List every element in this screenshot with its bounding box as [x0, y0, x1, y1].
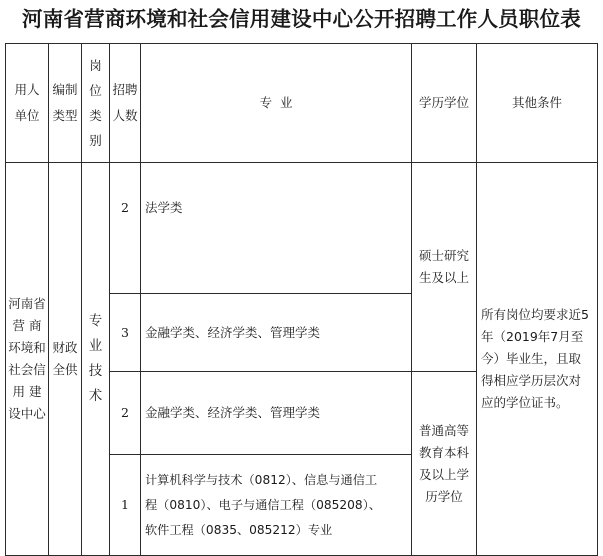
headcount-cell: 2 — [110, 163, 141, 294]
major-cell: 金融学类、经济学类、管理学类 — [141, 372, 412, 455]
degree-cell: 硕士研究 生及以上 — [412, 163, 477, 372]
header-position-type: 岗 位 类 别 — [82, 44, 110, 163]
header-major: 专 业 — [141, 44, 412, 163]
header-staff-type: 编制 类型 — [49, 44, 82, 163]
header-headcount: 招聘 人数 — [110, 44, 141, 163]
staff-type-cell: 财政 全供 — [49, 163, 82, 556]
position-type-cell: 专 业 技 术 — [82, 163, 110, 556]
header-degree: 学历学位 — [412, 44, 477, 163]
headcount-cell: 3 — [110, 294, 141, 372]
page-title: 河南省营商环境和社会信用建设中心公开招聘工作人员职位表 — [22, 7, 581, 31]
other-conditions-cell: 所有岗位均要求近5 年（2019年7月至 今）毕业生，且取 得相应学历层次对 应的学位证书。 — [477, 163, 598, 556]
major-cell: 金融学类、经济学类、管理学类 — [141, 294, 412, 372]
major-cell: 法学类 — [141, 163, 412, 294]
degree-cell: 普通高等 教育本科 及以上学 历学位 — [412, 372, 477, 556]
headcount-cell: 2 — [110, 372, 141, 455]
table-row — [6, 163, 598, 294]
major-cell: 计算机科学与技术（0812）、信息与通信工 程（0810）、电子与通信工程（085208）、 软件工程（0835、085212）专业 — [141, 455, 412, 556]
header-other: 其他条件 — [477, 44, 598, 163]
header-row — [6, 44, 598, 163]
position-table — [5, 43, 598, 556]
headcount-cell: 1 — [110, 455, 141, 556]
unit-cell: 河南省 营 商 环境和 社会信 用 建 设中心 — [6, 163, 49, 556]
header-unit: 用人 单位 — [6, 44, 49, 163]
